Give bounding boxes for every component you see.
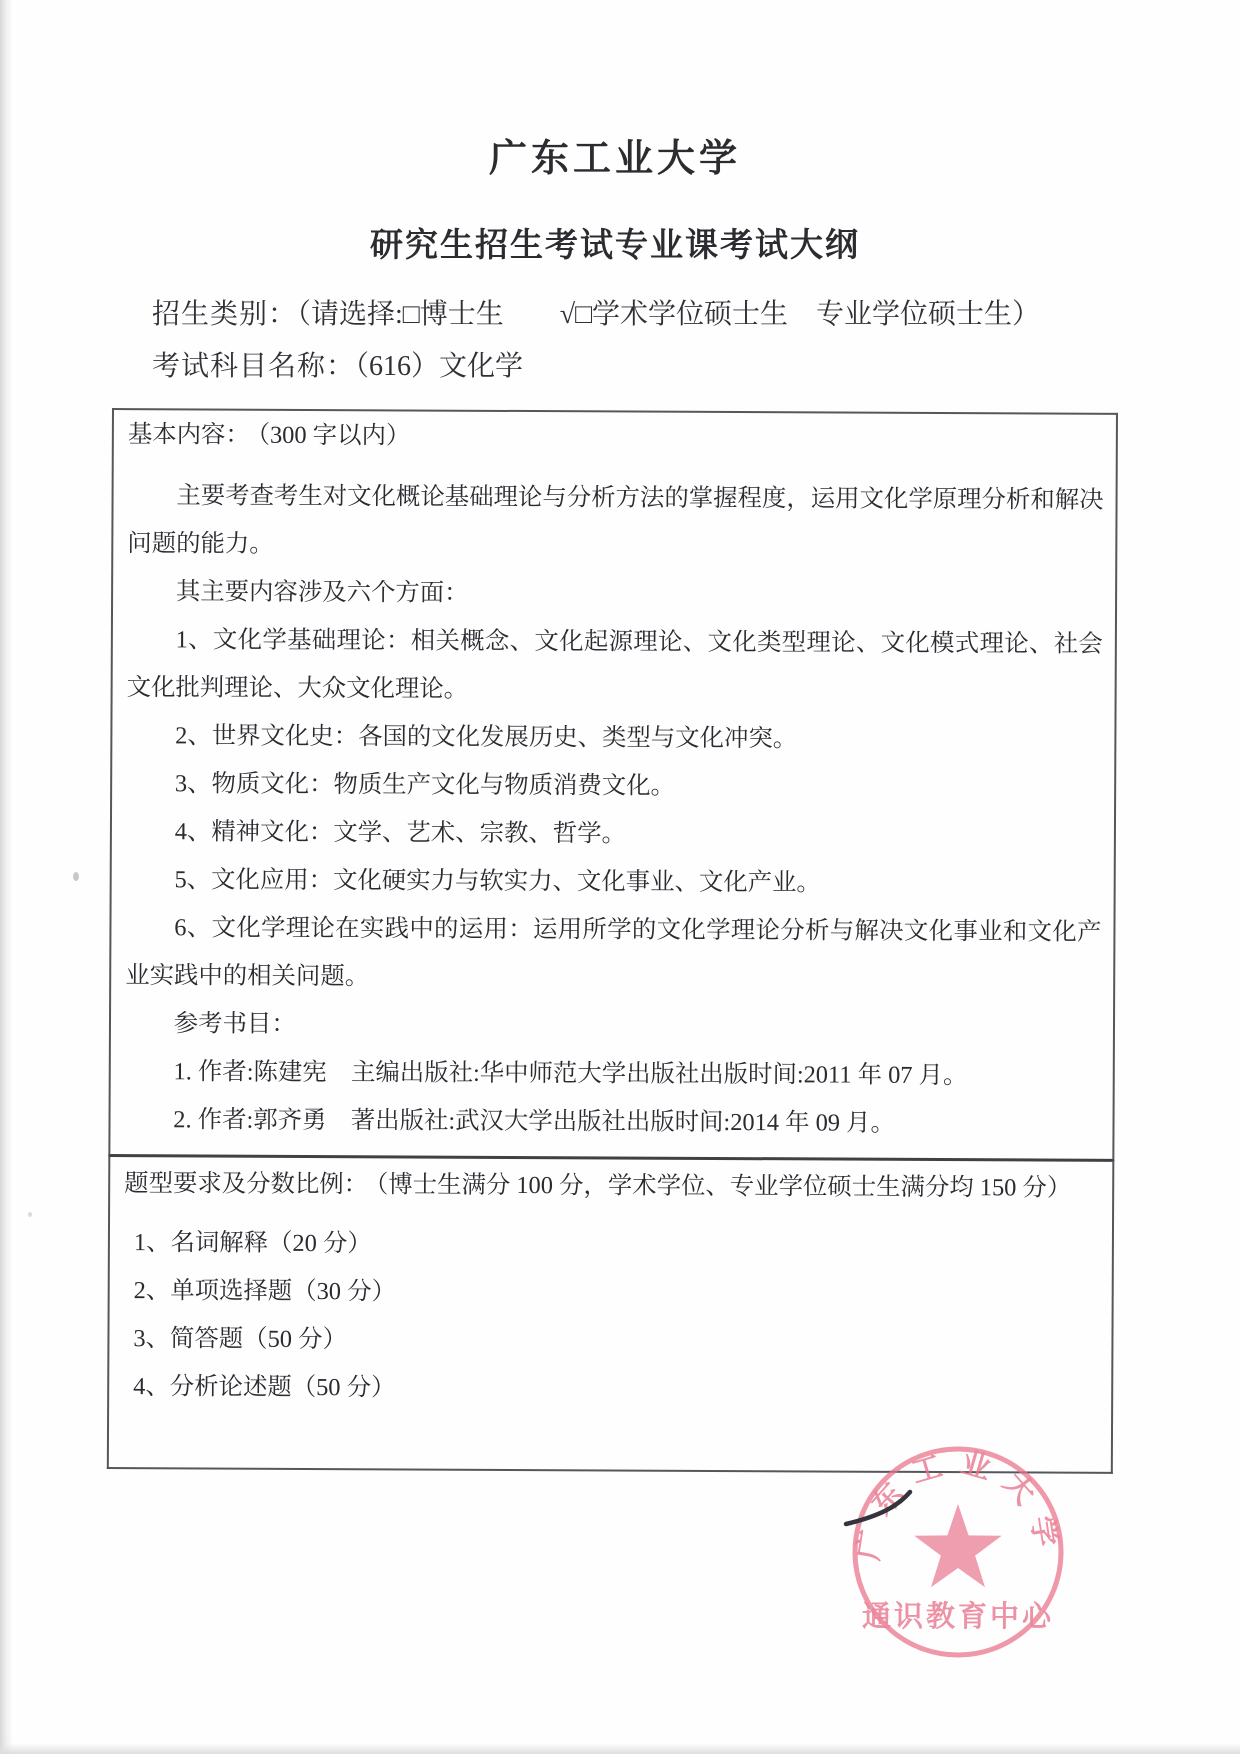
exam-subject-line [152, 349, 1152, 385]
basic-content-section [108, 408, 1118, 1162]
scan-speck [28, 1212, 32, 1217]
seal-arc-text: 广东工业大学 [851, 1446, 1065, 1563]
reference-book-entry: 2. 作者:郭齐勇 著出版社:武汉大学出版社出版时间:2014 年 09 月。 [173, 1106, 895, 1137]
question-type-item: 3、简答题（50 分） [133, 1325, 347, 1354]
reference-books-heading: 参考书目： [173, 1010, 296, 1038]
question-types-header-label: 题型要求及分数比例： [124, 1170, 369, 1199]
question-type-item: 1、名词解释（20 分） [133, 1229, 372, 1258]
basic-content-header [128, 416, 1104, 459]
seal-center-text: 通识教育中心 [861, 1601, 1055, 1633]
document-title: 研究生招生考试专业课考试大纲 [370, 226, 860, 264]
content-list-item: 4、精神文化：文学、艺术、宗教、哲学。 [174, 818, 627, 848]
content-list-item: 6、文化学理论在实践中的运用：运用所学的文化学理论分析与解决文化事业和文化产业实践中的相关问题。 [125, 914, 1102, 991]
basic-content-header-note: （300 字以内） [257, 421, 411, 450]
university-seal [826, 1420, 1090, 1684]
question-types-header-note: （博士生满分 100 分，学术学位、专业学位硕士生满分均 150 分） [376, 1171, 1072, 1202]
enrollment-category-label: 招生类别： [152, 299, 298, 330]
content-list-item: 5、文化应用：文化硬实力与软实力、文化事业、文化产业。 [174, 866, 821, 897]
document-body-boxes [107, 408, 1118, 1474]
content-list-item: 2、世界文化史：各国的文化发展历史、类型与文化冲突。 [175, 722, 798, 753]
enrollment-category-line [152, 297, 1152, 333]
content-list-item: 3、物质文化：物质生产文化与物质消费文化。 [174, 770, 676, 800]
scan-edge-bottom [0, 1742, 1240, 1754]
seal-star [914, 1504, 1001, 1587]
question-type-item: 2、单项选择题（30 分） [133, 1277, 396, 1306]
exam-subject-value: （616）文化学 [355, 351, 524, 382]
university-name: 广东工业大学 [488, 138, 741, 181]
content-paragraph: 主要考查考生对文化概论基础理论与分析方法的掌握程度，运用文化学原理分析和解决问题的能力。 [127, 482, 1104, 558]
question-type-item: 4、分析论述题（50 分） [133, 1373, 396, 1402]
reference-book-entry: 1. 作者:陈建宪 主编出版社:华中师范大学出版社出版时间:2011 年 07 月。 [173, 1058, 968, 1090]
enrollment-category-value: （请选择:□博士生 √□学术学位硕士生 专业学位硕士生） [297, 299, 1040, 330]
pen-stroke [838, 1484, 918, 1534]
question-types-header [124, 1165, 1100, 1208]
content-paragraph: 其主要内容涉及六个方面： [175, 578, 469, 607]
basic-content-header-label: 基本内容： [127, 421, 250, 449]
scan-speck [73, 872, 79, 881]
content-list-item: 1、文化学基础理论：相关概念、文化起源理论、文化类型理论、文化模式理论、社会文化批判理论、大众文化理论。 [126, 626, 1103, 703]
exam-subject-label: 考试科目名称： [152, 351, 356, 382]
